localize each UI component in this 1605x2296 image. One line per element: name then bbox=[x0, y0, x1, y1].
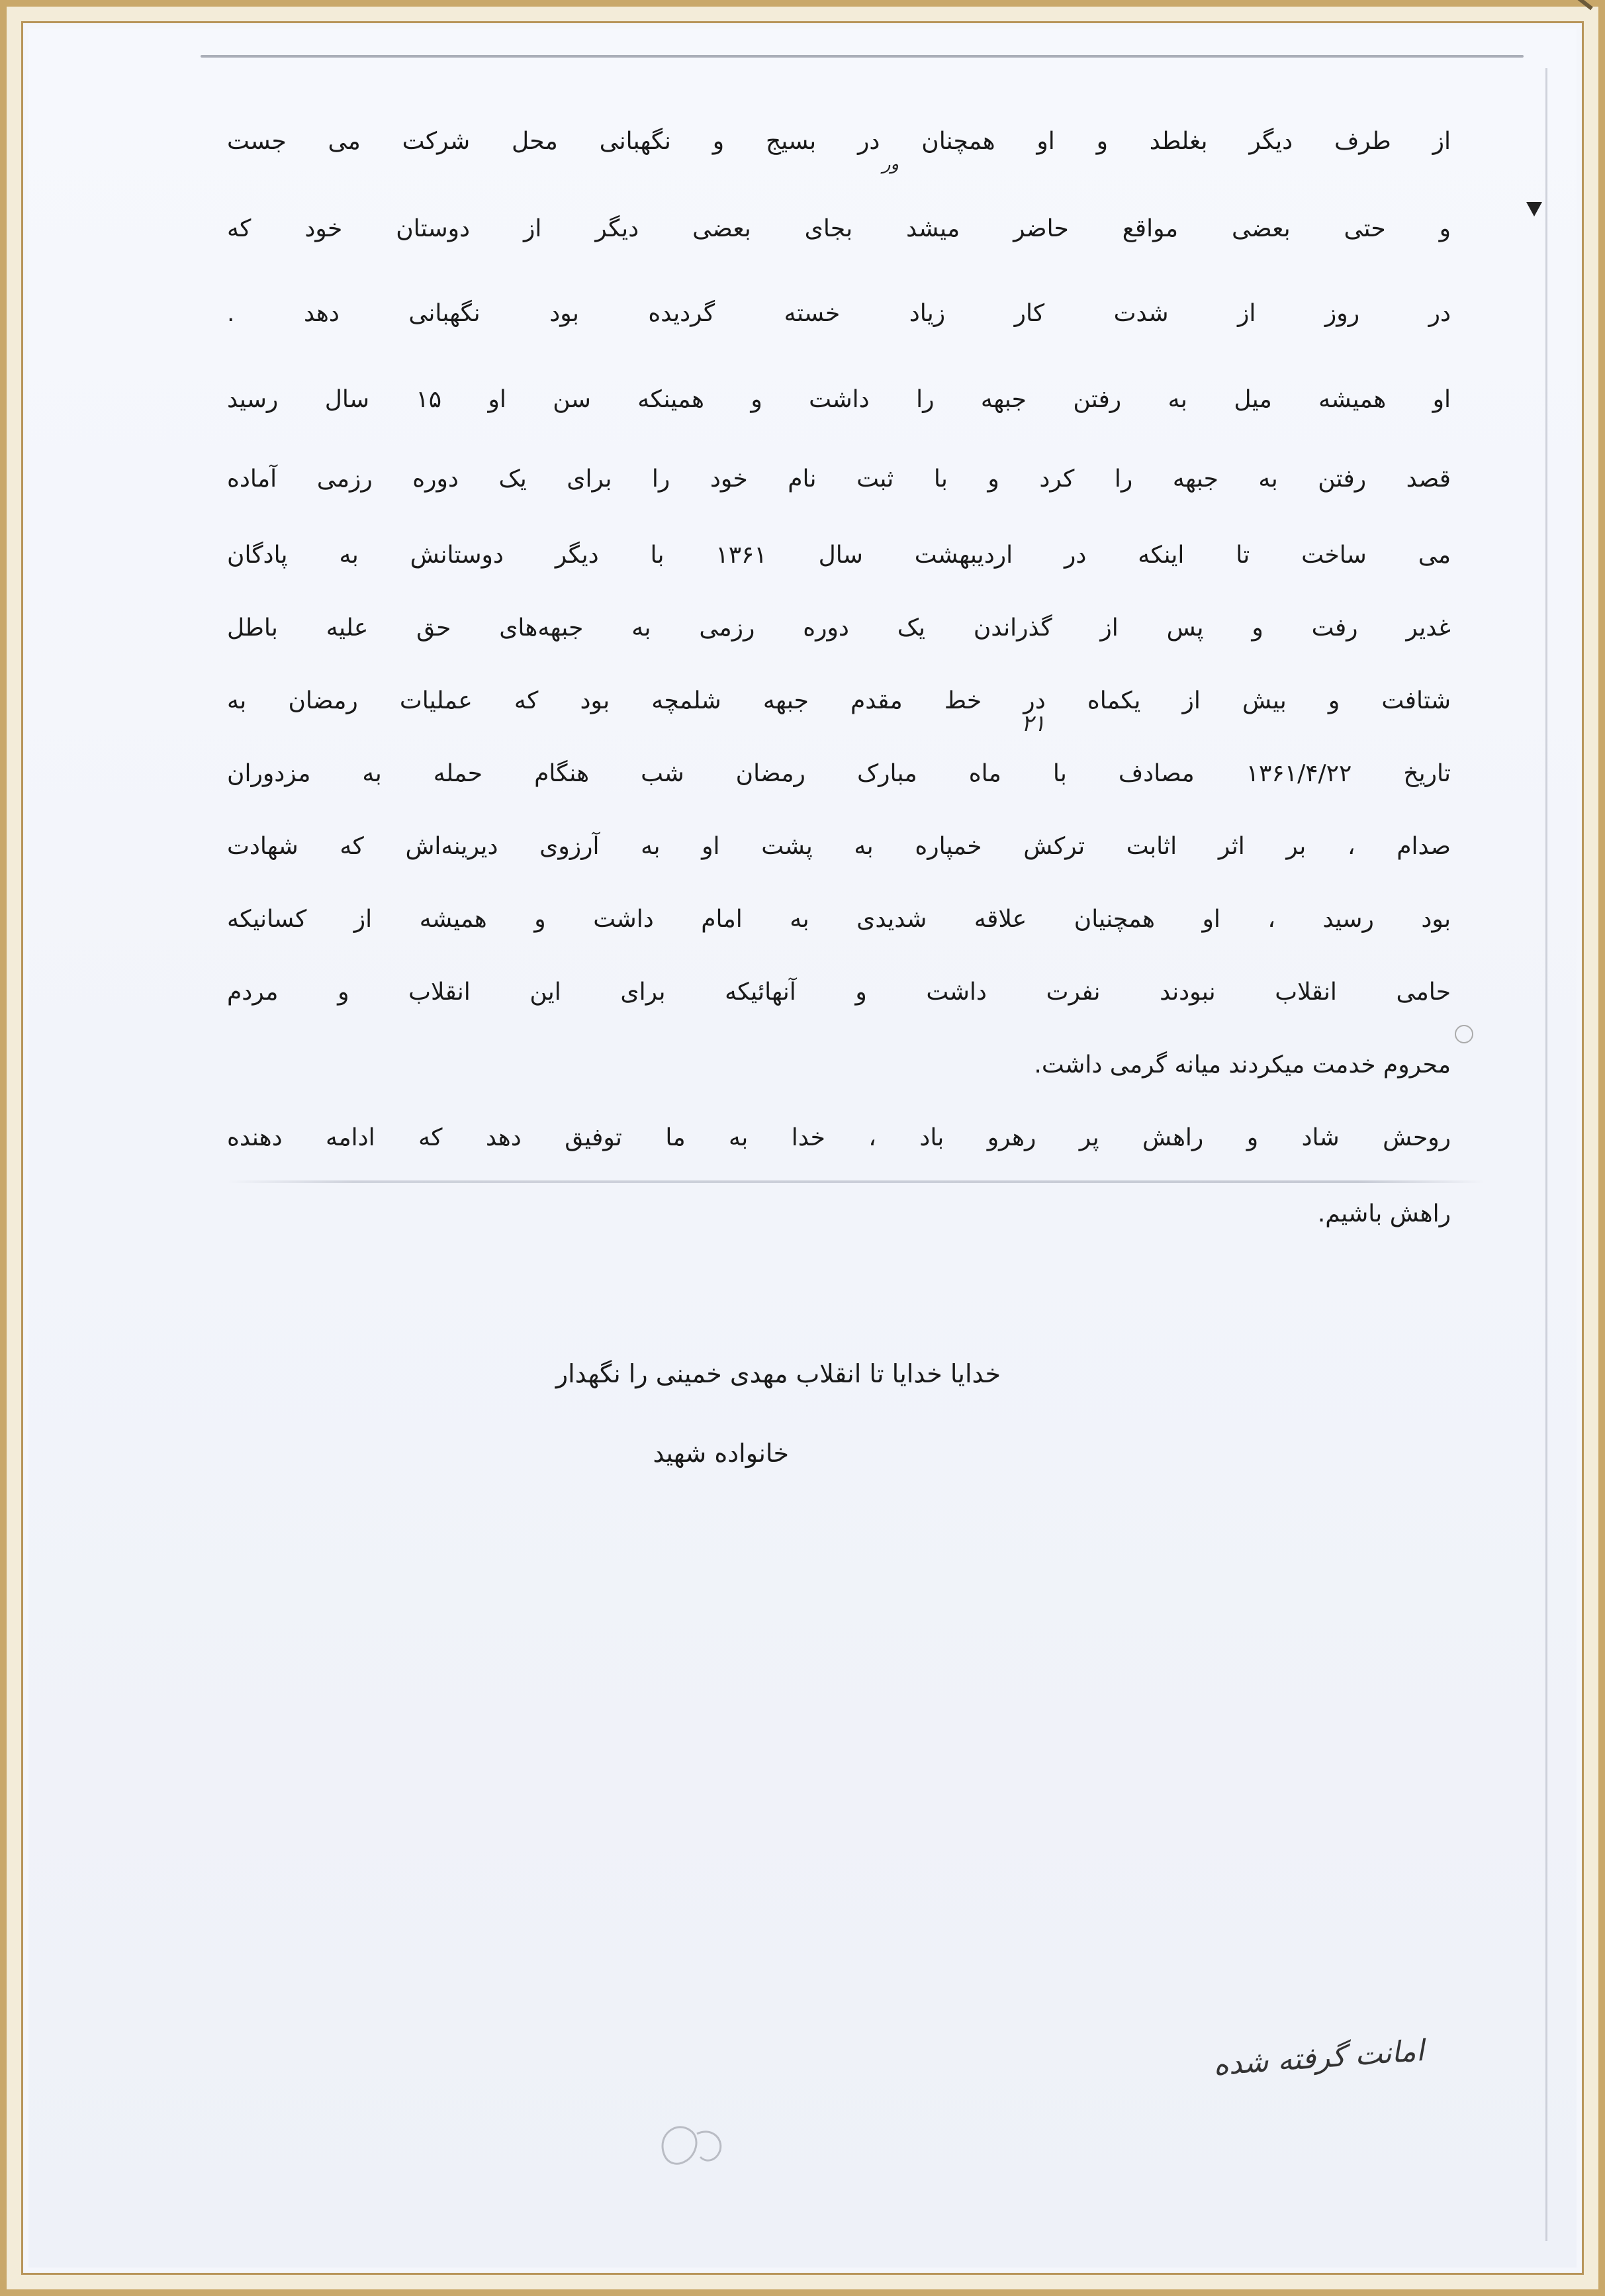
text-line: و حتی بعضی مواقع حاضر میشد بجای بعضی دیگر از دوستان خود که bbox=[227, 215, 1451, 242]
text-line: روحش شاد و راهش پر رهرو باد ، خدا به ما توفیق دهد که ادامه دهنده bbox=[227, 1124, 1451, 1151]
text-line: شتافت و بیش از یکماه در خط مقدم جبهه شلمچه بود که عملیات رمضان به bbox=[227, 687, 1451, 714]
paper-right-edge bbox=[1545, 68, 1547, 2241]
faint-stamp-mark bbox=[651, 2107, 737, 2180]
text-line: صدام ، بر اثر اثابت ترکش خمپاره به پشت او به آرزوی دیرینه‌اش که شهادت bbox=[227, 833, 1451, 860]
text-line: قصد رفتن به جبهه را کرد و با ثبت نام خود را برای یک دوره رزمی آماده bbox=[227, 465, 1451, 493]
text-line: او همیشه میل به رفتن جبهه را داشت و همینکه سن او ۱۵ سال رسید bbox=[227, 386, 1451, 413]
paper-hole bbox=[1455, 1025, 1473, 1043]
scanned-page bbox=[28, 28, 1577, 2268]
text-line: بود رسید ، او همچنیان علاقه شدیدی به امام داشت و همیشه از کسانیکه bbox=[227, 906, 1451, 933]
text-line: راهش باشیم. bbox=[1317, 1200, 1451, 1227]
letter-body bbox=[227, 28, 1451, 1286]
text-line: غدیر رفت و پس از گذراندن یک دوره رزمی به جبهه‌های حق علیه باطل bbox=[227, 614, 1451, 642]
edge-mark bbox=[1526, 202, 1542, 216]
family-signature: خانواده شهید bbox=[653, 1439, 789, 1468]
closing-prayer: خدایا خدایا تا انقلاب مهدی خمینی را نگهدار bbox=[555, 1359, 1001, 1388]
text-line: تاریخ ۱۳۶۱/۴/۲۲ مصادف با ماه مبارک رمضان شب هنگام حمله به مزدوران bbox=[227, 760, 1451, 787]
text-line: محروم خدمت میکردند میانه گرمی داشت. bbox=[1034, 1051, 1451, 1078]
text-line: می ساخت تا اینکه در اردیبهشت سال ۱۳۶۱ با دیگر دوستانش به پادگان bbox=[227, 542, 1451, 569]
handwritten-insert: ۲۱ bbox=[1021, 710, 1046, 737]
text-line: از طرف دیگر بغلطد و او همچنان در بسیج و نگهبانی محل شرکت می جست bbox=[227, 128, 1451, 155]
text-line: در روز از شدت کار زیاد خسته گردیده بود نگهبانی دهد . bbox=[227, 300, 1451, 327]
handwritten-note: امانت گرفته شده bbox=[1212, 2033, 1426, 2083]
text-line: حامی انقلاب نبودند نفرت داشت و آنهائیکه برای این انقلاب و مردم bbox=[227, 979, 1451, 1006]
frame-inner-border bbox=[21, 21, 1584, 2275]
handwritten-insert: ور bbox=[882, 154, 899, 174]
